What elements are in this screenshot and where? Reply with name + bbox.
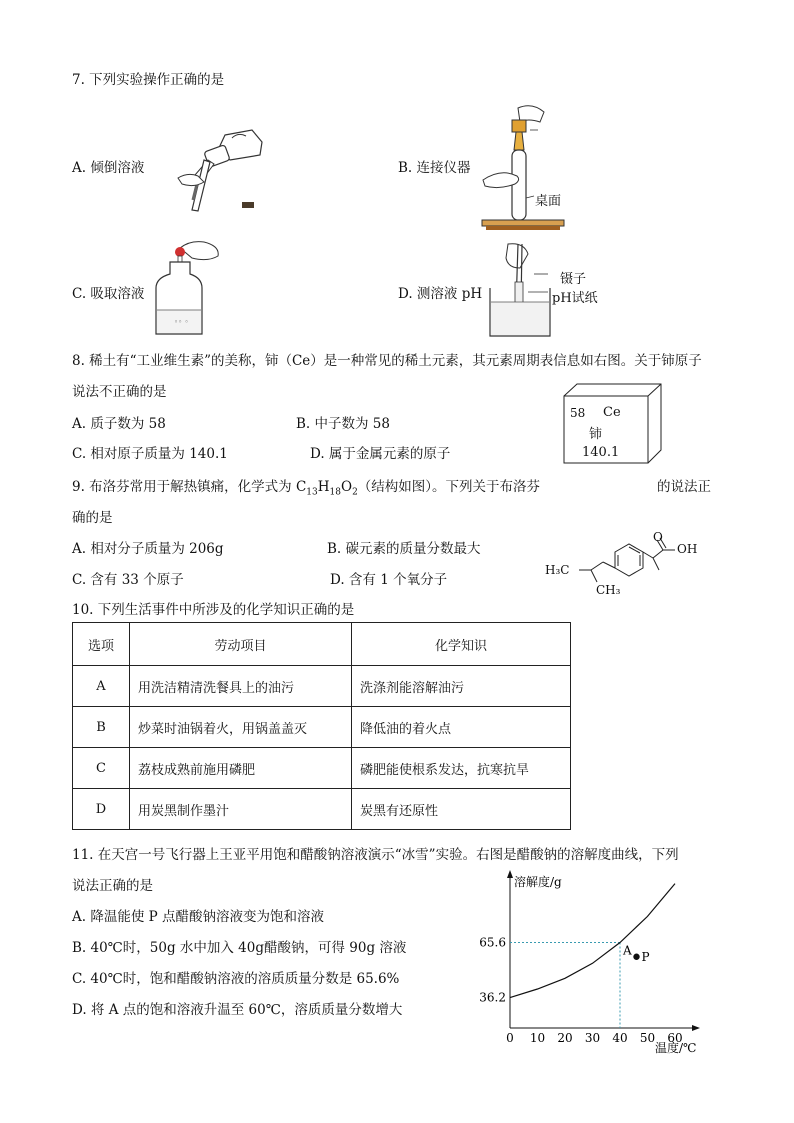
q9-stem-part-b: （结构如图）。下列关于布洛芬: [357, 479, 541, 495]
svg-text:◦◦ ◦: ◦◦ ◦: [174, 318, 189, 326]
ph-paper-label: pH试纸: [552, 291, 598, 306]
x-tick-label: 50: [639, 1031, 656, 1045]
row-option: A: [73, 666, 130, 707]
q8-stem-line2: 说法不正确的是: [72, 384, 167, 400]
q9-stem-line2: 确的是: [72, 510, 113, 526]
header-labor: 劳动项目: [130, 623, 352, 666]
draw-liquid-illustration: [152, 238, 232, 338]
q9-stem-part-c: 的说法正: [657, 479, 711, 495]
x-axis-label: 温度/℃: [655, 1041, 697, 1055]
row-knowledge: 炭黑有还原性: [352, 789, 571, 830]
row-option: B: [73, 707, 130, 748]
x-tick-label: 40: [612, 1031, 628, 1045]
q11-option-a: A. 降温能使 P 点醋酸钠溶液变为饱和溶液: [72, 909, 324, 925]
row-knowledge: 洗涤剂能溶解油污: [352, 666, 571, 707]
row-option: C: [73, 748, 130, 789]
sub-2: 2: [352, 487, 358, 498]
element-mass: 140.1: [582, 445, 620, 460]
q10-stem: 10. 下列生活事件中所涉及的化学知识正确的是: [72, 602, 355, 618]
q9-option-b: B. 碳元素的质量分数最大: [327, 541, 481, 557]
pour-liquid-illustration: [170, 120, 270, 220]
x-tick-label: 0: [506, 1031, 514, 1045]
q7-option-d: D. 测溶液 pH: [398, 286, 483, 302]
row-option: D: [73, 789, 130, 830]
q7-option-b: B. 连接仪器: [398, 160, 471, 176]
table-row: [73, 666, 571, 707]
x-axis-arrow: [692, 1025, 700, 1031]
formula-o: O: [340, 479, 353, 495]
row-knowledge: 磷肥能使根系发达，抗寒抗旱: [352, 748, 571, 789]
q11-option-b: B. 40℃时，50g 水中加入 40g醋酸钠，可得 90g 溶液: [72, 940, 407, 956]
q7-option-a: A. 倾倒溶液: [72, 160, 145, 176]
header-knowledge: 化学知识: [352, 623, 571, 666]
q11-option-d: D. 将 A 点的饱和溶液升温至 60℃，溶质质量分数增大: [72, 1002, 403, 1018]
structure-h3c: H₃C: [545, 563, 570, 577]
y-axis-label: 溶解度/g: [514, 875, 562, 889]
q9-option-a: A. 相对分子质量为 206g: [72, 541, 224, 557]
point-p-marker: [633, 954, 639, 960]
q7-option-c: C. 吸取溶液: [72, 286, 145, 302]
q8-option-b: B. 中子数为 58: [296, 416, 390, 432]
q10-table: [72, 622, 571, 830]
point-a-label: A: [623, 943, 632, 958]
row-labor: 用洗洁精清洗餐具上的油污: [130, 666, 352, 707]
q9-stem-line1: [72, 475, 540, 498]
measure-ph-illustration: [488, 240, 556, 340]
q9-option-c: C. 含有 33 个原子: [72, 572, 184, 588]
table-header-row: [73, 623, 571, 666]
structure-ch3: CH₃: [596, 583, 621, 597]
connect-apparatus-illustration: [478, 100, 588, 230]
q11-stem-line1: 11. 在天宫一号飞行器上王亚平用饱和醋酸钠溶液演示“冰雪”实验。右图是醋酸钠的溶解度曲线，下列: [72, 847, 679, 863]
x-tick-label: 10: [529, 1031, 546, 1045]
q8-stem-line1: 8. 稀土有“工业维生素”的美称，铈（Ce）是一种常见的稀土元素，其元素周期表信息如右图。关于铈原子: [72, 353, 702, 369]
formula-h: H: [317, 479, 330, 495]
structure-o: O: [653, 530, 663, 544]
sub-18: 18: [329, 487, 341, 498]
element-name: 铈: [589, 427, 603, 442]
solubility-chart: [470, 868, 720, 1058]
q11-stem-line2: 说法正确的是: [72, 878, 153, 894]
y-axis-arrow: [507, 870, 513, 878]
x-tick-label: 60: [667, 1031, 683, 1045]
row-labor: 用炭黑制作墨汁: [130, 789, 352, 830]
q7-stem: 7. 下列实验操作正确的是: [72, 72, 225, 88]
point-p-label: P: [641, 949, 650, 964]
header-option: 选项: [73, 623, 130, 666]
q8-option-c: C. 相对原子质量为 140.1: [72, 446, 228, 462]
y-tick-label: 65.6: [479, 935, 506, 950]
tweezers-label: 镊子: [560, 272, 587, 287]
sub-13: 13: [306, 487, 318, 498]
q9-stem-part-a: 9. 布洛芬常用于解热镇痛，化学式为 C: [72, 479, 307, 495]
table-row: [73, 748, 571, 789]
q9-option-d: D. 含有 1 个氧分子: [330, 572, 448, 588]
x-tick-label: 30: [584, 1031, 601, 1045]
structure-oh: OH: [677, 542, 698, 556]
solubility-curve: [510, 884, 675, 998]
y-tick-label: 36.2: [479, 990, 506, 1005]
element-symbol: Ce: [603, 405, 621, 420]
table-row: [73, 707, 571, 748]
row-knowledge: 降低油的着火点: [352, 707, 571, 748]
q8-option-d: D. 属于金属元素的原子: [310, 446, 451, 462]
element-number: 58: [570, 406, 586, 420]
x-tick-label: 20: [557, 1031, 573, 1045]
desk-label: 桌面: [535, 194, 562, 209]
q11-option-c: C. 40℃时，饱和醋酸钠溶液的溶质质量分数是 65.6%: [72, 971, 400, 987]
table-row: [73, 789, 571, 830]
q8-option-a: A. 质子数为 58: [72, 416, 166, 432]
row-labor: 荔枝成熟前施用磷肥: [130, 748, 352, 789]
row-labor: 炒菜时油锅着火，用锅盖盖灭: [130, 707, 352, 748]
